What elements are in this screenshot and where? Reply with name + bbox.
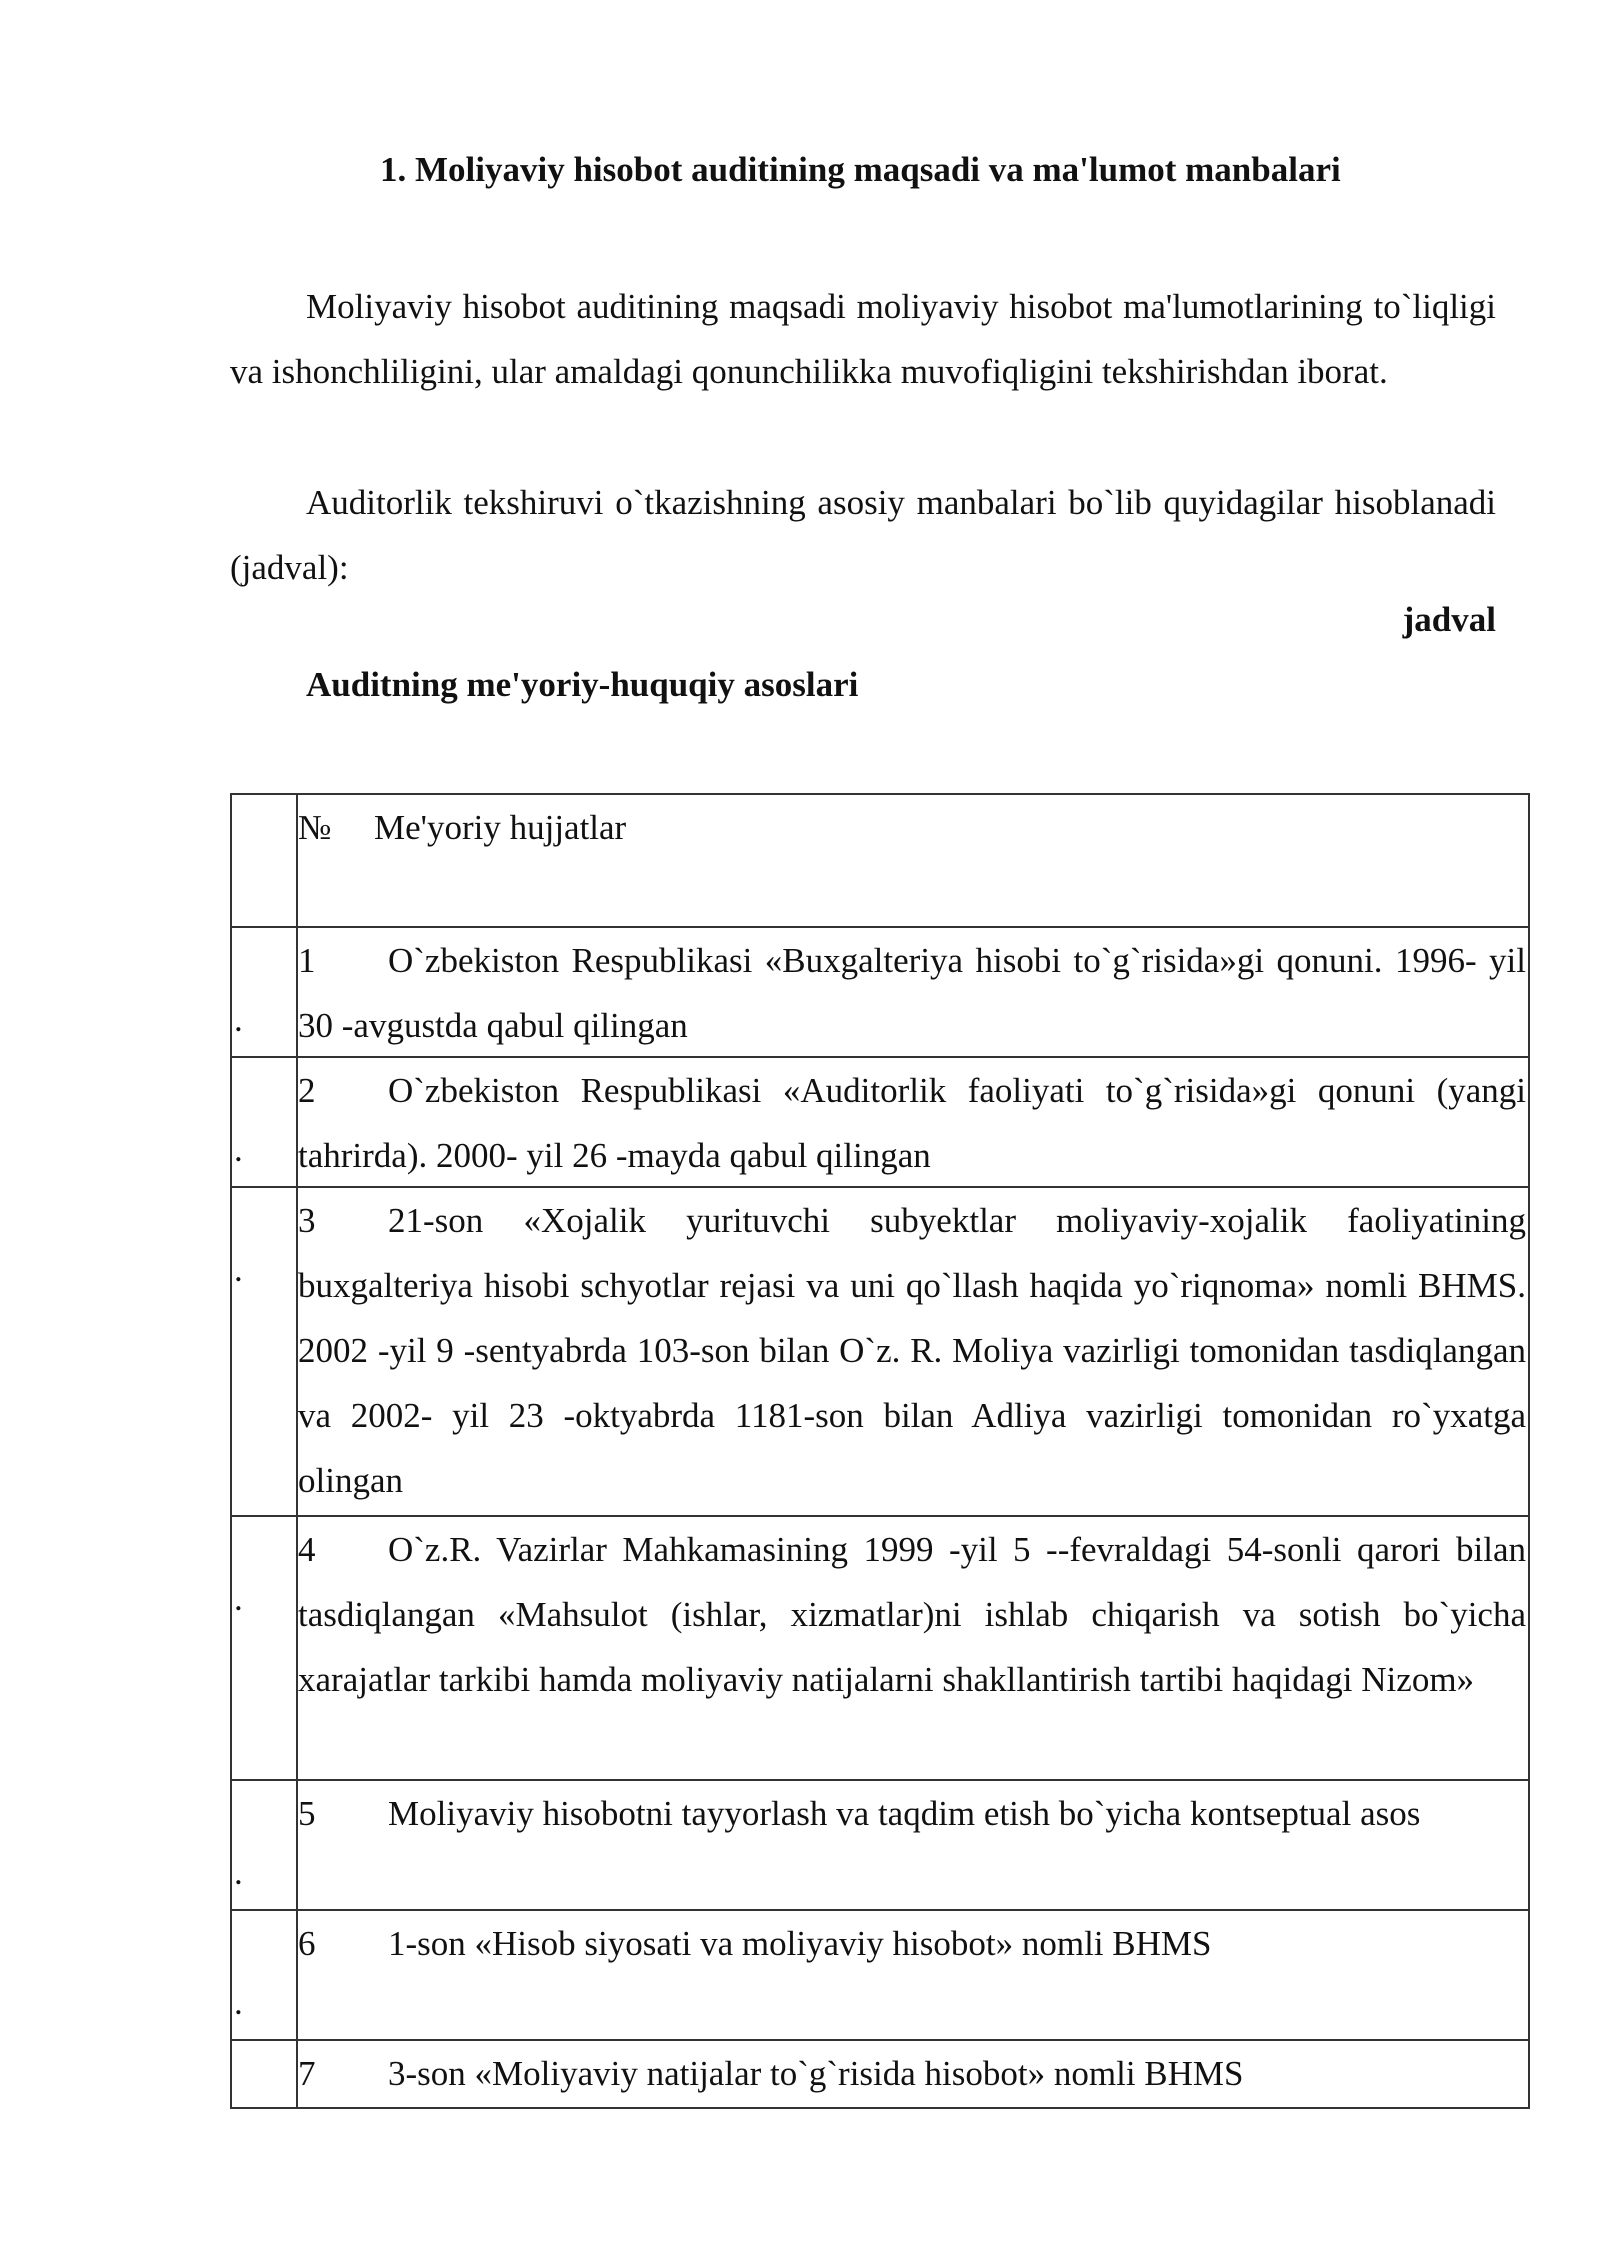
paragraph-sources: Auditorlik tekshiruvi o`tkazishning asosiy manbalari bo`lib quyidagilar hisoblanadi (jadval): [230,483,1496,587]
row-number: 6 [298,1924,316,1963]
row-text: 1-son «Hisob siyosati va moliyaviy hisobot» nomli BHMS [388,1924,1212,1963]
row-text: 3-son «Moliyaviy natijalar to`g`risida hisobot» nomli BHMS [388,2054,1244,2093]
row-num-cell [232,928,298,1056]
row-text: O`zbekiston Respublikasi «Auditorlik faoliyati to`g`risida»gi qonuni (yangi tahrirda). 2000- yil 26 -mayda qabul qilingan [298,1071,1526,1175]
row-num-cell [232,1188,298,1515]
table-header-text-cell [298,795,1528,926]
row-text-cell [298,1517,1528,1779]
row-number: 2 [298,1071,316,1110]
row-text: Moliyaviy hisobotni tayyorlash va taqdim etish bo`yicha kontseptual asos [388,1794,1421,1833]
table-row [232,2041,1528,2109]
row-dot: . [234,1250,243,1289]
table-row [232,928,1528,1058]
row-text: 21-son «Xojalik yurituvchi subyektlar moliyaviy-xojalik faoliyatining buxgalteriya hisobi schyotlar rejasi va uni qo`llash haqida yo`riqnoma» nomli BHMS. 2002 -yil 9 -sentyabrda 103-son bilan O`z. R. Moliya vazirligi tomonidan tasdiqlangan va 2002- yil 23 -oktyabrda 1181-son bilan Adliya vazirligi tomonidan ro`yxatga olingan [298,1201,1526,1500]
row-number: 4 [298,1530,316,1569]
row-number: 5 [298,1794,316,1833]
row-number: 7 [298,2054,316,2093]
table-row [232,1058,1528,1188]
table-label: jadval [1402,600,1496,639]
row-number: 3 [298,1201,316,1240]
row-text-cell [298,928,1528,1056]
table-title: Auditning me'yoriy-huquqiy asoslari [306,665,859,704]
row-text: O`z.R. Vazirlar Mahkamasining 1999 -yil 5 --fevraldagi 54-sonli qarori bilan tasdiqlangan «Mahsulot (ishlar, xizmatlar)ni ishlab chiqarish va sotish bo`yicha xarajatlar tarkibi hamda moliyaviy natijalarni shakllantirish tartibi haqidagi Nizom» [298,1530,1526,1699]
row-text-cell [298,2041,1528,2107]
row-text: O`zbekiston Respublikasi «Buxgalteriya hisobi to`g`risida»gi qonuni. 1996- yil 30 -avgustda qabul qilingan [298,941,1526,1045]
row-text-cell [298,1058,1528,1186]
table-header-num-cell [232,795,298,926]
row-text-cell [298,1781,1528,1909]
row-number: 1 [298,941,316,980]
table-header-row [232,795,1528,928]
table-row [232,1911,1528,2041]
table-row [232,1517,1528,1781]
section-heading: 1. Moliyaviy hisobot auditining maqsadi va ma'lumot manbalari [380,150,1341,189]
row-num-cell [232,1517,298,1779]
legal-basis-table [230,793,1530,2109]
table-row [232,1188,1528,1517]
paragraph-purpose: Moliyaviy hisobot auditining maqsadi moliyaviy hisobot ma'lumotlarining to`liqligi va ishonchliligini, ular amaldagi qonunchilikka muvofiqligini tekshirishdan iborat. [230,287,1496,391]
row-dot: . [234,1579,243,1618]
table-header-title: Me'yoriy hujjatlar [374,808,627,847]
row-num-cell [232,2041,298,2107]
row-text-cell [298,1188,1528,1515]
row-text-cell [298,1911,1528,2039]
row-dot: . [234,1983,243,2022]
row-dot: . [234,1130,243,1169]
row-num-cell [232,1781,298,1909]
row-num-cell [232,1058,298,1186]
table-header-num: № [298,808,332,847]
row-dot: . [234,1000,243,1039]
row-num-cell [232,1911,298,2039]
table-row [232,1781,1528,1911]
row-dot: . [234,1853,243,1892]
